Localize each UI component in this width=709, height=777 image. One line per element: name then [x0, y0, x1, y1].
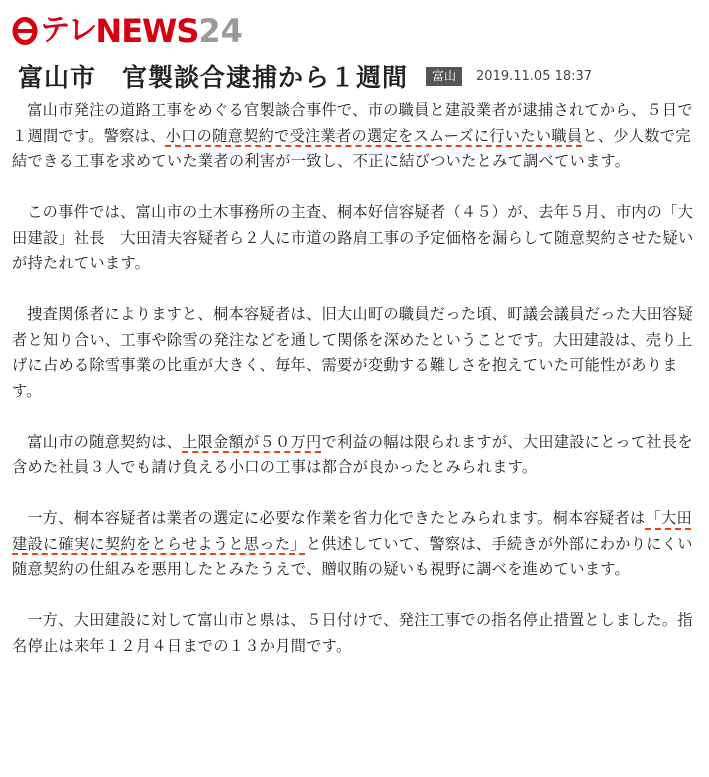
ntv-logo-mark-icon [12, 17, 38, 45]
article-paragraph-1: 富山市発注の道路工事をめぐる官製談合事件で、市の職員と建設業者が逮捕されてから、５日で１週間です。警察は、小口の随意契約で受注業者の選定をスムーズに行いたい職員と、少人数で完結できる工事を求めていた業者の利害が一致し、不正に結びついたとみて調べています。 [12, 101, 693, 170]
article-header [18, 56, 708, 96]
highlighted-phrase: 上限金額が５０万円 [182, 432, 322, 451]
highlighted-quote: 「大田建設に確実に契約をとらせようと思った」 [12, 509, 692, 553]
highlighted-phrase: 小口の随意契約で受注業者の選定をスムーズに行いたい職員 [165, 126, 583, 145]
logo-tele-text: テレ [40, 13, 96, 48]
logo-news-text: NEWS [95, 12, 199, 50]
article-paragraph-4: 富山市の随意契約は、上限金額が５０万円で利益の幅は限られますが、大田建設にとって社長を含めた社員３人でも請け負える小口の工事は都合が良かったとみられます。 [12, 432, 693, 476]
article-datetime: 2019.11.05 18:37 [476, 68, 593, 84]
region-badge[interactable]: 富山 [426, 67, 462, 86]
article-body [12, 98, 696, 685]
article-paragraph-2: この事件では、富山市の土木事務所の主査、桐本好信容疑者（４５）が、去年５月、市内の「大田建設」社長 大田清夫容疑者ら２人に市道の路肩工事の予定価格を漏らして随意契約させた疑いが持たれています。 [12, 203, 694, 272]
article-paragraph-6: 一方、大田建設に対して富山市と県は、５日付けで、発注工事での指名停止措置としました。指名停止は来年１２月４日までの１３か月間です。 [12, 611, 693, 655]
site-logo[interactable] [12, 10, 243, 48]
logo-24-text: 24 [198, 12, 243, 50]
article-paragraph-5: 一方、桐本容疑者は業者の選定に必要な作業を省力化できたとみられます。桐本容疑者は「大田建設に確実に契約をとらせようと思った」と供述していて、警察は、手続きが外部にわかりにくい随意契約の仕組みを悪用したとみたうえで、贈収賄の疑いも視野に調べを進めています。 [12, 509, 693, 578]
article-paragraph-3: 捜査関係者によりますと、桐本容疑者は、旧大山町の職員だった頃、町議会議員だった大田容疑者と知り合い、工事や除雪の発注などを通して関係を深めたということです。大田建設は、売り上げに占める除雪事業の比重が大きく、毎年、需要が変動する難しさを抱えていた可能性があります。 [12, 305, 694, 400]
article-title: 富山市 官製談合逮捕から１週間 [18, 63, 409, 92]
